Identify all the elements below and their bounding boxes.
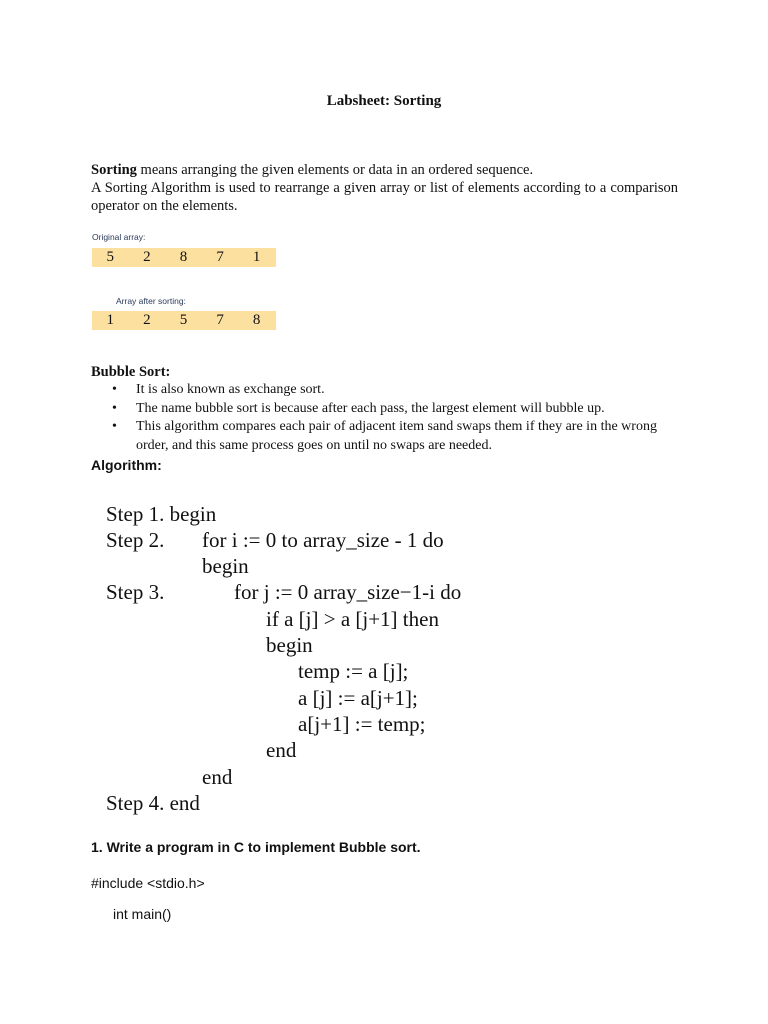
algorithm-if: if a [j] > a [j+1] then xyxy=(266,607,439,631)
sorting-term: Sorting xyxy=(91,162,137,178)
algorithm-temp: temp := a [j]; xyxy=(298,659,409,683)
algorithm-step-1: Step 1. begin xyxy=(106,502,217,526)
algorithm-step-3-label: Step 3. xyxy=(106,580,165,604)
array-cell: 1 xyxy=(106,312,115,328)
array-cell: 2 xyxy=(143,312,151,328)
algorithm-step-2-label: Step 2. xyxy=(106,528,165,552)
list-item: • The name bubble sort is because after each pass, the largest element will bubble up. xyxy=(112,400,678,419)
algorithm-for-i: for i := 0 to array_size - 1 do xyxy=(202,528,444,552)
array-cell: 7 xyxy=(216,249,224,265)
sorting-definition: means arranging the given elements or data in an ordered sequence. xyxy=(136,162,534,178)
algorithm-heading: Algorithm: xyxy=(91,457,162,473)
page-title: Labsheet: Sorting xyxy=(326,93,442,109)
array-cell: 5 xyxy=(179,312,188,328)
intro-algorithm-description: A Sorting Algorithm is used to rearrange a given array or list of elements according to a comparison operator on the elements. xyxy=(91,180,678,214)
sorted-array xyxy=(92,311,276,330)
array-cell: 8 xyxy=(179,249,188,265)
array-cell: 8 xyxy=(252,312,261,328)
list-item: • It is also known as exchange sort. xyxy=(112,381,678,400)
original-array xyxy=(92,248,276,267)
algorithm-swap-2: a[j+1] := temp; xyxy=(298,712,426,736)
algorithm-begin-outer: begin xyxy=(202,554,249,578)
list-item: • This algorithm compares each pair of adjacent item sand swaps them if they are in the wrong order, and this same process goes on until no swaps are needed. xyxy=(112,418,678,455)
array-cell: 7 xyxy=(216,312,224,328)
bubble-sort-heading: Bubble Sort: xyxy=(91,364,171,380)
bubble-sort-list xyxy=(112,381,678,455)
exercise-heading: 1. Write a program in C to implement Bubble sort. xyxy=(91,839,421,855)
array-cell: 1 xyxy=(252,249,261,265)
code-include: #include <stdio.h> xyxy=(91,875,205,891)
code-main: int main() xyxy=(113,906,172,922)
array-cell: 2 xyxy=(143,249,151,265)
algorithm-step-4: Step 4. end xyxy=(106,791,200,815)
algorithm-begin-inner: begin xyxy=(266,633,313,657)
original-array-caption: Original array: xyxy=(92,232,146,242)
algorithm-for-j: for j := 0 array_size−1-i do xyxy=(234,580,462,604)
algorithm-end-inner: end xyxy=(266,738,297,762)
algorithm-swap-1: a [j] := a[j+1]; xyxy=(298,686,418,710)
intro-definition xyxy=(91,161,678,179)
algorithm-end-outer: end xyxy=(202,765,233,789)
array-cell: 5 xyxy=(106,249,115,265)
sorted-array-caption: Array after sorting: xyxy=(116,296,186,306)
